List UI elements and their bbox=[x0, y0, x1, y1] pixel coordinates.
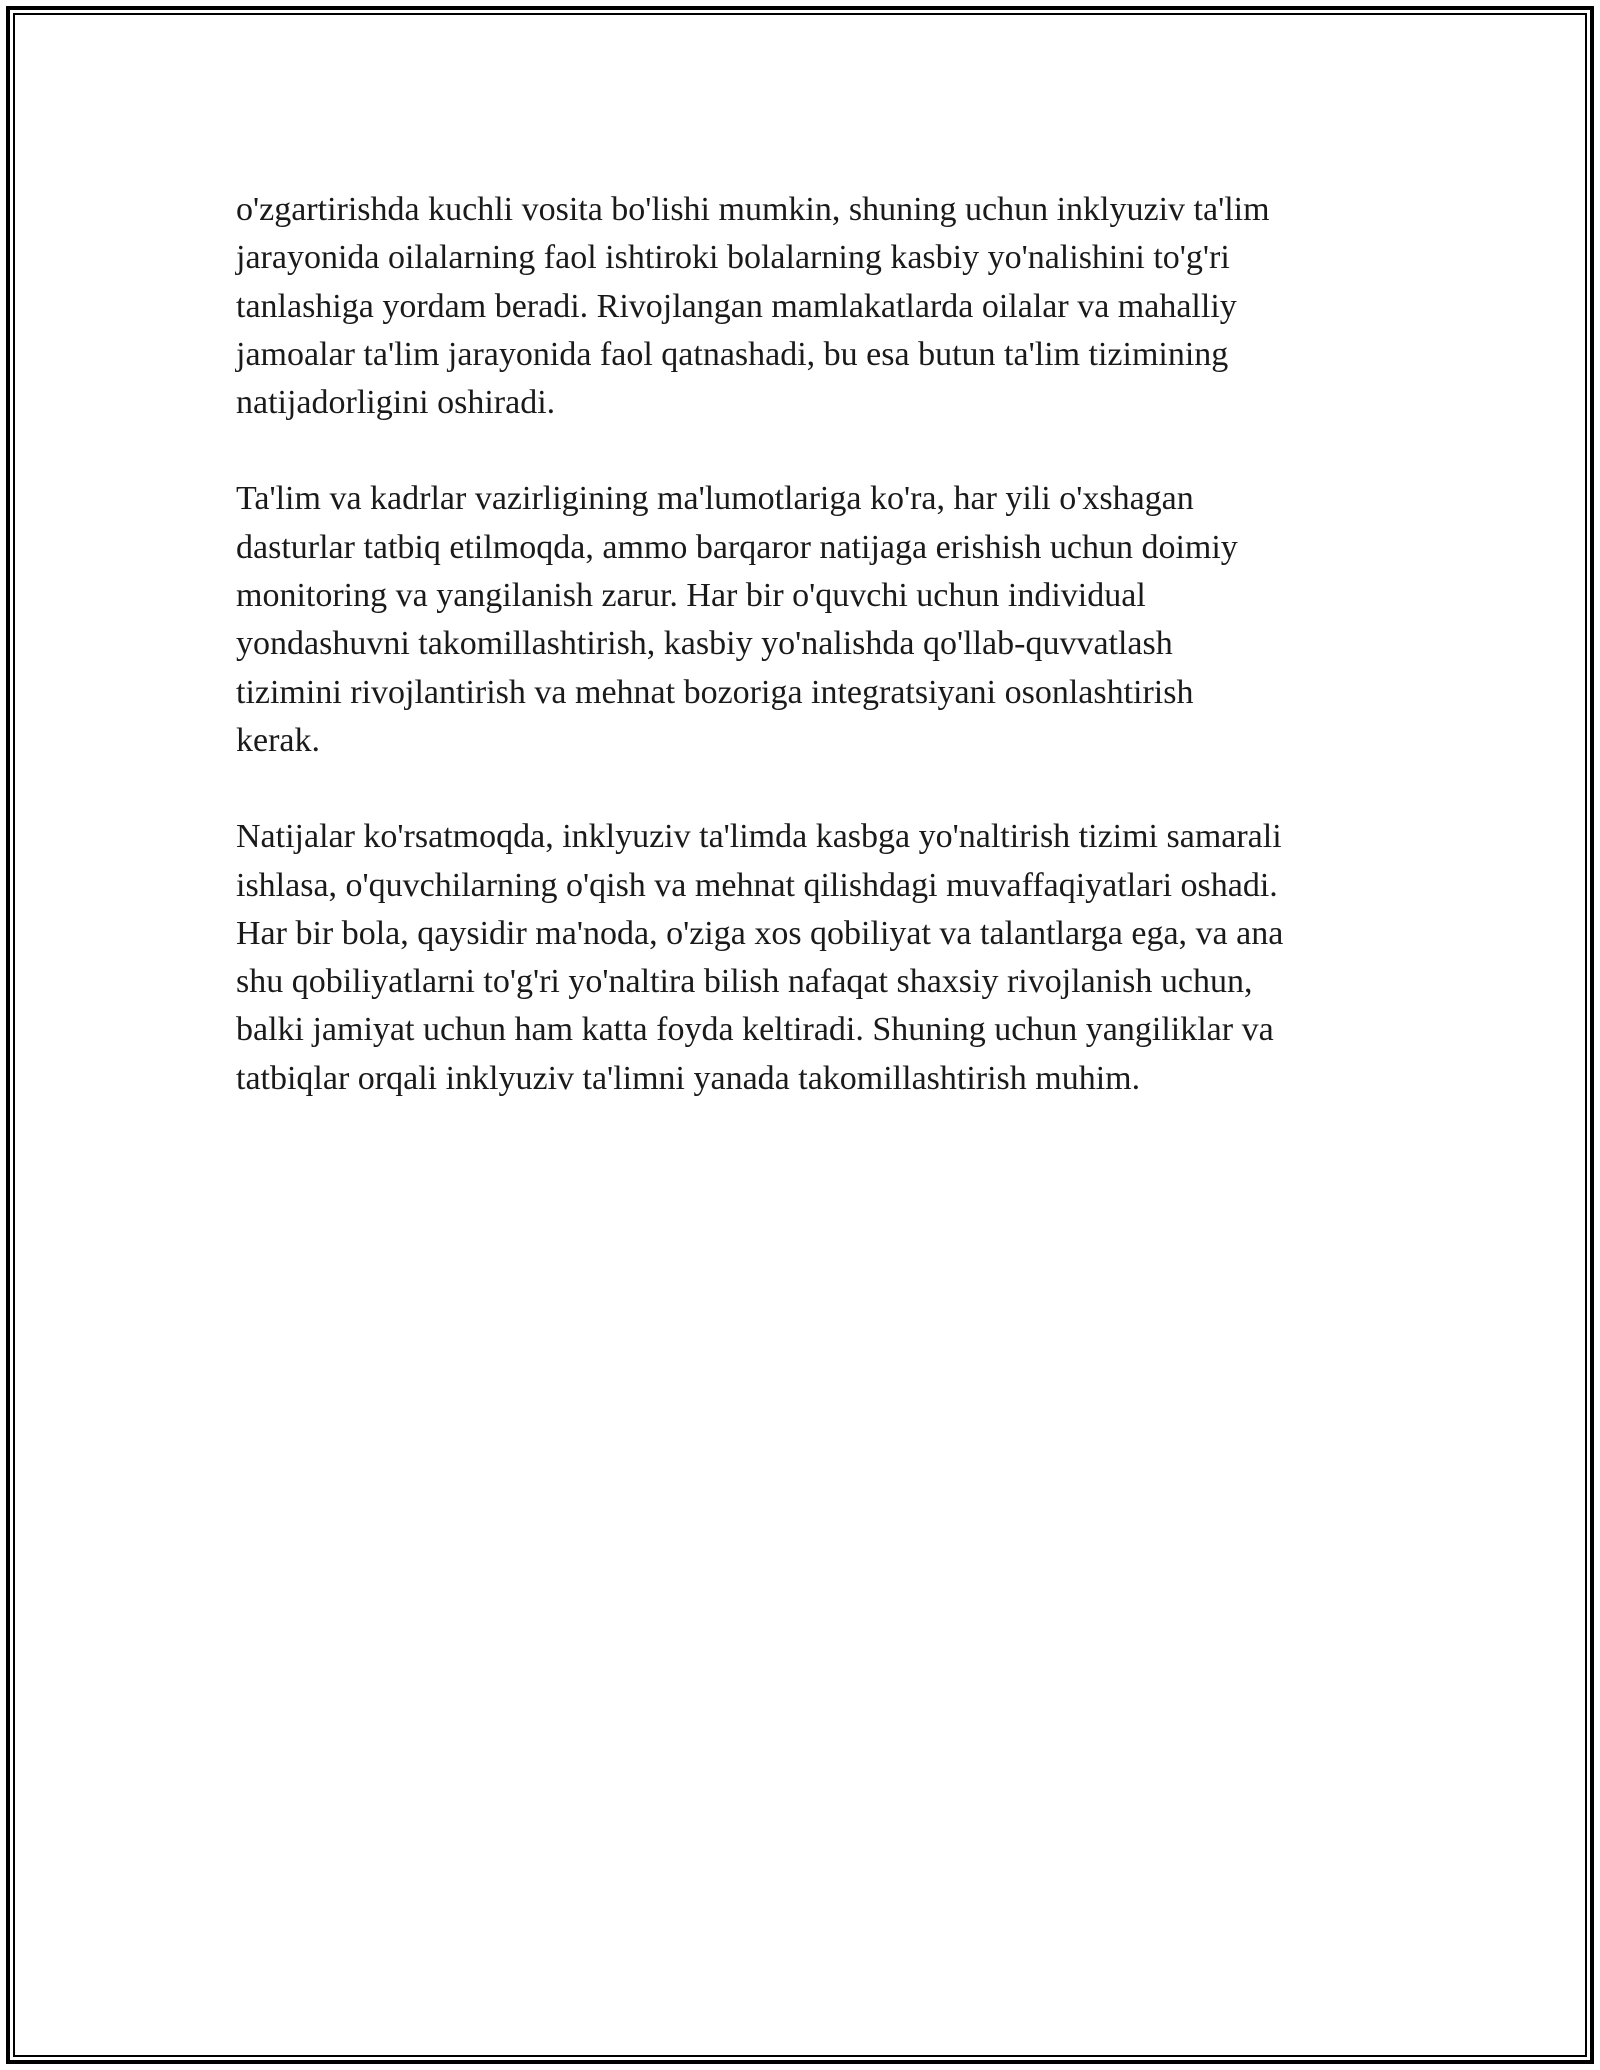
paragraph-line: Ta'lim va kadrlar vazirligining ma'lumotlariga ko'ra, har yili o'xshagan bbox=[236, 480, 1194, 518]
document-body bbox=[236, 186, 1376, 1151]
paragraph-line: natijadorligini oshiradi. bbox=[236, 384, 556, 422]
paragraph-line: ishlasa, o'quvchilarning o'qish va mehnat qilishdagi muvaffaqiyatlari oshadi. bbox=[236, 866, 1278, 904]
paragraph-line: yondashuvni takomillashtirish, kasbiy yo'nalishda qo'llab-quvvatlash bbox=[236, 625, 1173, 663]
paragraph-line: balki jamiyat uchun ham katta foyda keltiradi. Shuning uchun yangiliklar va bbox=[236, 1011, 1274, 1049]
paragraph-line: shu qobiliyatlarni to'g'ri yo'naltira bilish nafaqat shaxsiy rivojlanish uchun, bbox=[236, 963, 1253, 1001]
paragraph-line: tizimini rivojlantirish va mehnat bozoriga integratsiyani osonlashtirish bbox=[236, 673, 1194, 711]
paragraph-line: monitoring va yangilanish zarur. Har bir o'quvchi uchun individual bbox=[236, 577, 1146, 615]
paragraph-3 bbox=[236, 813, 1376, 1103]
paragraph-line: kerak. bbox=[236, 721, 321, 759]
paragraph-line: jamoalar ta'lim jarayonida faol qatnashadi, bu esa butun ta'lim tizimining bbox=[236, 335, 1229, 373]
paragraph-line: Natijalar ko'rsatmoqda, inklyuziv ta'limda kasbga yo'naltirish tizimi samarali bbox=[236, 818, 1282, 856]
paragraph-line: Har bir bola, qaysidir ma'noda, o'ziga xos qobiliyat va talantlarga ega, va ana bbox=[236, 914, 1284, 952]
paragraph-line: tatbiqlar orqali inklyuziv ta'limni yanada takomillashtirish muhim. bbox=[236, 1059, 1141, 1097]
paragraph-1 bbox=[236, 186, 1376, 427]
paragraph-line: jarayonida oilalarning faol ishtiroki bolalarning kasbiy yo'nalishini to'g'ri bbox=[236, 239, 1230, 277]
paragraph-2 bbox=[236, 475, 1376, 765]
paragraph-line: tanlashiga yordam beradi. Rivojlangan mamlakatlarda oilalar va mahalliy bbox=[236, 287, 1237, 325]
paragraph-line: o'zgartirishda kuchli vosita bo'lishi mumkin, shuning uchun inklyuziv ta'lim bbox=[236, 191, 1270, 228]
paragraph-line: dasturlar tatbiq etilmoqda, ammo barqaror natijaga erishish uchun doimiy bbox=[236, 528, 1238, 566]
